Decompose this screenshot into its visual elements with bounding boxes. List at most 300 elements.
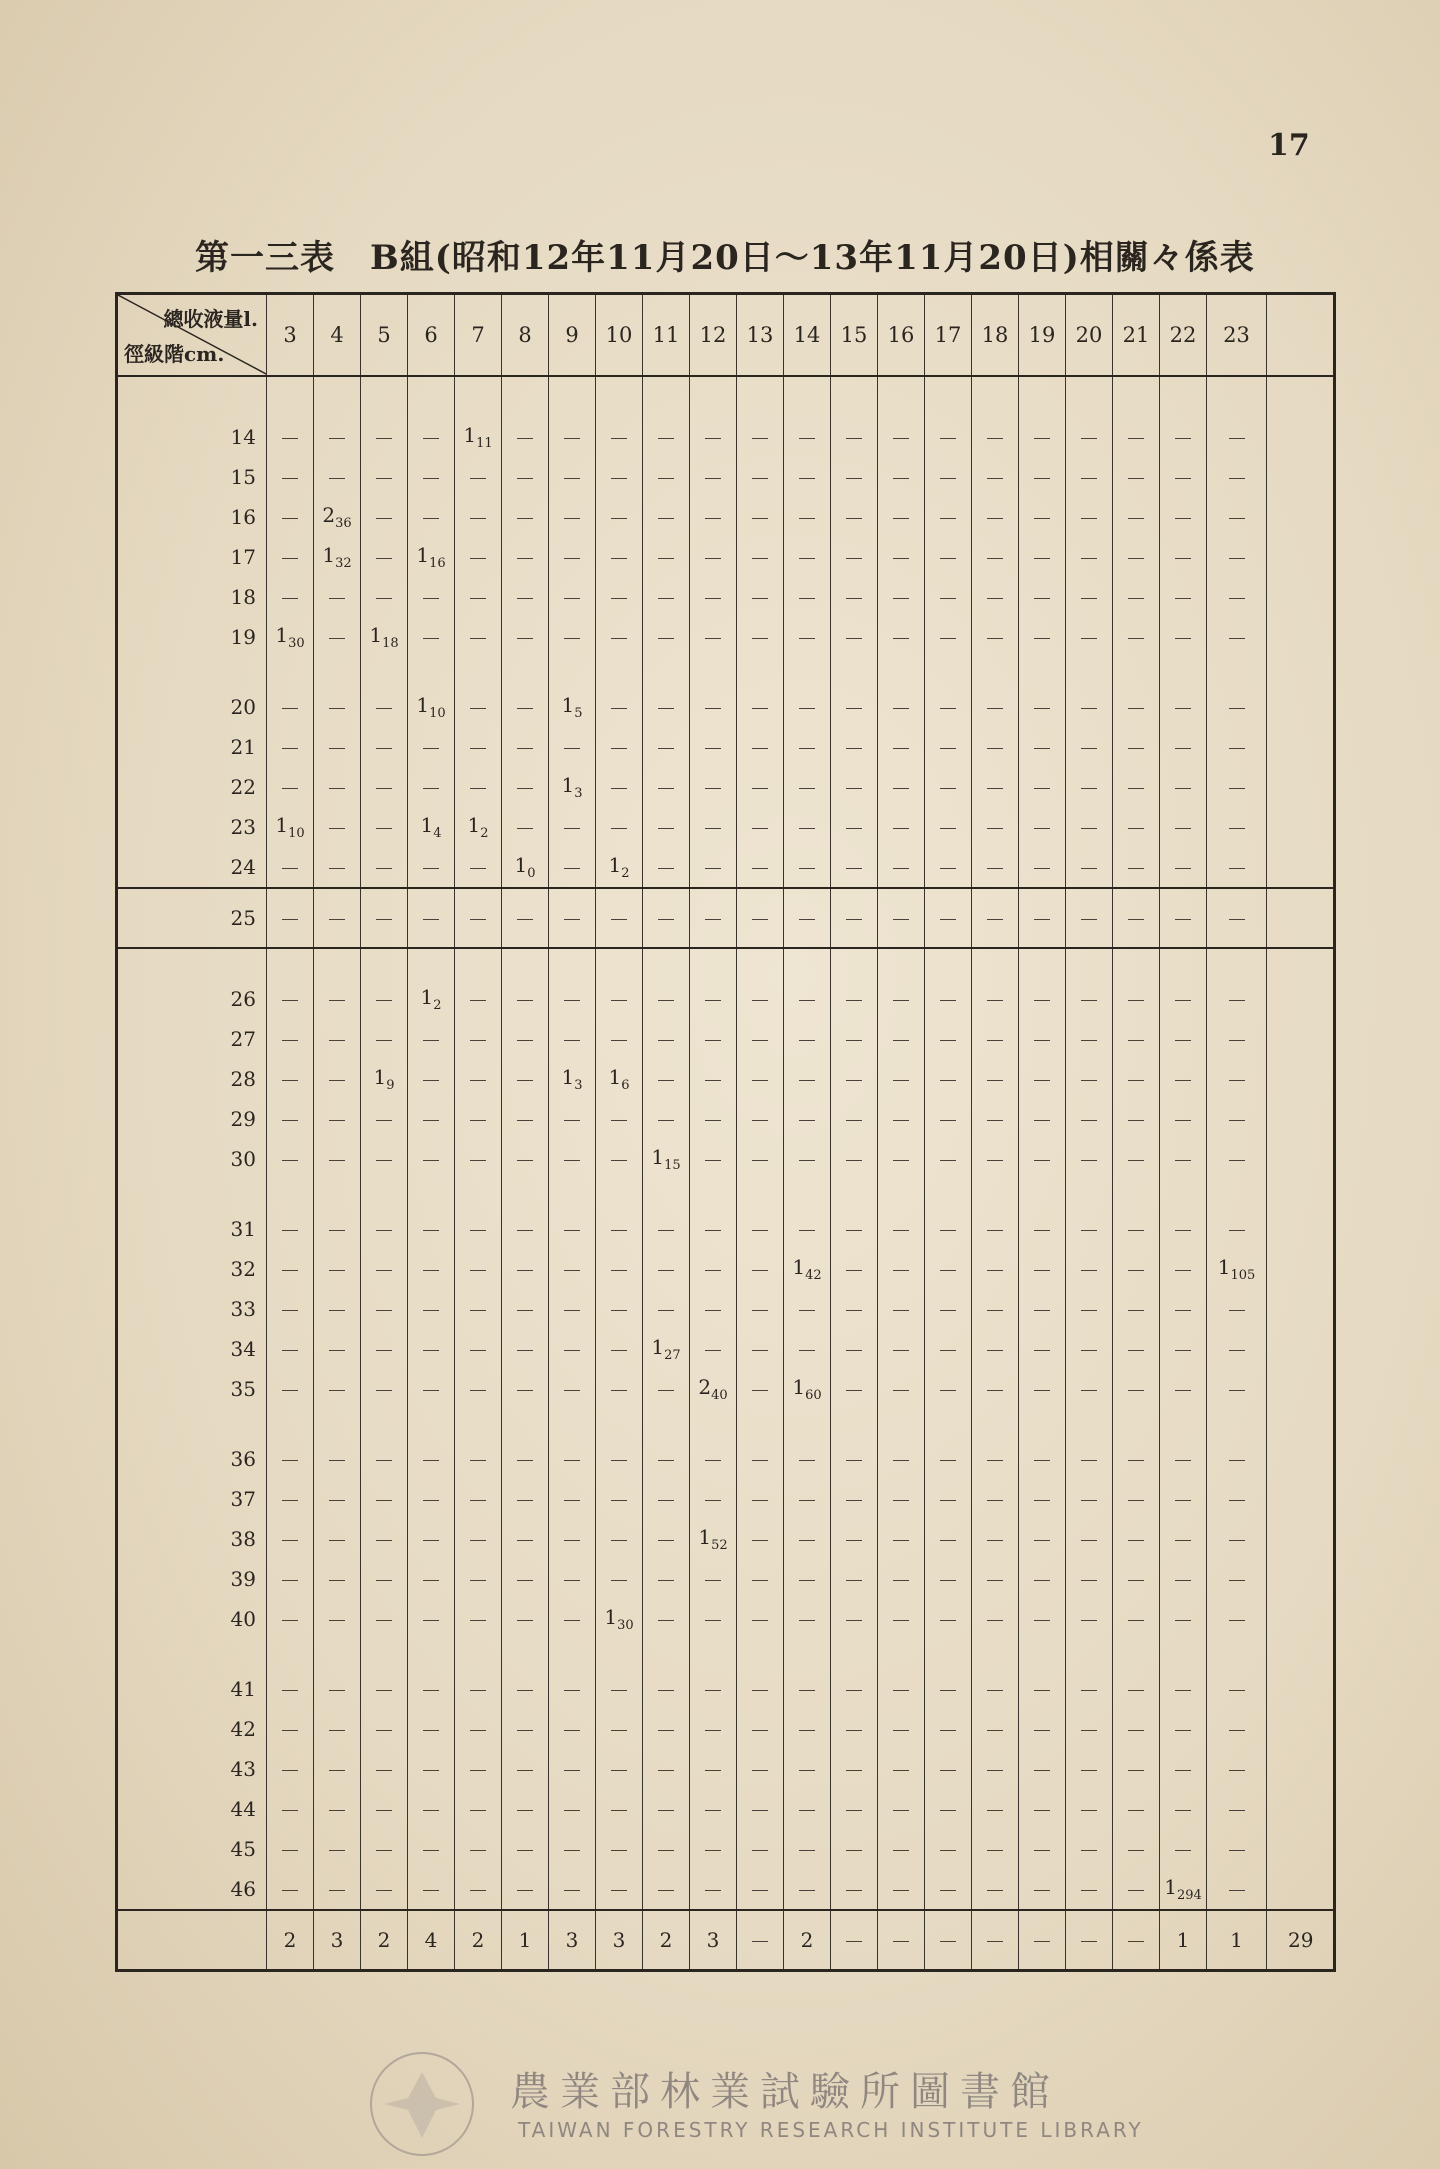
table-cell <box>1207 497 1267 537</box>
empty-dash <box>940 1310 956 1311</box>
empty-dash <box>1229 1390 1245 1391</box>
table-cell <box>1113 1599 1160 1639</box>
empty-dash <box>799 1000 815 1001</box>
empty-dash <box>799 788 815 789</box>
table-cell <box>314 1019 361 1059</box>
empty-dash <box>846 1500 862 1501</box>
table-cell <box>1066 727 1113 767</box>
table-cell <box>1160 767 1207 807</box>
empty-dash <box>705 1850 721 1851</box>
empty-dash <box>893 1580 909 1581</box>
table-cell <box>1019 1829 1066 1869</box>
table-cell <box>1113 1669 1160 1709</box>
empty-dash <box>799 1770 815 1771</box>
blank-cell <box>1267 1559 1335 1599</box>
table-cell <box>408 1749 455 1789</box>
table-cell <box>408 1829 455 1869</box>
empty-dash <box>376 788 392 789</box>
table-cell <box>784 417 831 457</box>
empty-dash <box>376 518 392 519</box>
blank-cell <box>1267 1749 1335 1789</box>
table-cell <box>455 1099 502 1139</box>
empty-dash <box>1128 638 1144 639</box>
table-row <box>117 1249 1335 1289</box>
table-cell <box>1019 1559 1066 1599</box>
empty-dash <box>564 1620 580 1621</box>
table-cell <box>784 577 831 617</box>
table-cell <box>690 1829 737 1869</box>
empty-dash <box>940 558 956 559</box>
row-label: 45 <box>230 1837 256 1861</box>
empty-dash <box>752 1890 768 1891</box>
empty-dash <box>752 1580 768 1581</box>
empty-dash <box>564 1120 580 1121</box>
blank-cell <box>1267 1709 1335 1749</box>
table-cell <box>502 497 549 537</box>
empty-dash <box>376 438 392 439</box>
table-cell <box>737 847 784 888</box>
blank-cell <box>1267 1409 1335 1439</box>
table-cell <box>596 497 643 537</box>
table-cell <box>925 1209 972 1249</box>
table-cell <box>784 1599 831 1639</box>
table-cell <box>690 1289 737 1329</box>
table-cell <box>1019 807 1066 847</box>
empty-dash <box>846 1730 862 1731</box>
table-cell <box>878 1099 925 1139</box>
empty-dash <box>564 478 580 479</box>
empty-dash <box>1081 1941 1097 1942</box>
empty-dash <box>658 1230 674 1231</box>
empty-dash <box>987 1690 1003 1691</box>
empty-dash <box>329 1310 345 1311</box>
empty-dash <box>1034 1941 1050 1942</box>
table-cell <box>1066 807 1113 847</box>
empty-dash <box>1128 478 1144 479</box>
table-cell <box>643 1709 690 1749</box>
empty-dash <box>423 1350 439 1351</box>
empty-dash <box>329 868 345 869</box>
table-cell <box>455 1329 502 1369</box>
table-cell <box>878 687 925 727</box>
empty-dash <box>470 748 486 749</box>
empty-dash <box>1081 708 1097 709</box>
total-liquid-label: 總收液量l. <box>163 307 258 331</box>
empty-dash <box>1081 1500 1097 1501</box>
empty-dash <box>282 1690 298 1691</box>
table-cell <box>737 1869 784 1910</box>
table-cell <box>267 577 314 617</box>
empty-dash <box>987 1810 1003 1811</box>
table-cell <box>737 1099 784 1139</box>
table-cell <box>878 1289 925 1329</box>
table-cell <box>643 457 690 497</box>
empty-dash <box>517 518 533 519</box>
empty-dash <box>1175 868 1191 869</box>
empty-dash <box>1229 1460 1245 1461</box>
table-cell <box>455 457 502 497</box>
totals-row <box>117 1910 1335 1971</box>
empty-dash <box>1081 828 1097 829</box>
blank-cell <box>1267 979 1335 1019</box>
blank-cell <box>1267 807 1335 847</box>
table-cell <box>1019 1599 1066 1639</box>
table-cell <box>831 1059 878 1099</box>
table-cell <box>314 888 361 948</box>
empty-dash <box>846 1080 862 1081</box>
cell-subscript: 294 <box>1176 1888 1202 1903</box>
empty-dash <box>282 598 298 599</box>
empty-dash <box>658 1540 674 1541</box>
empty-dash <box>705 638 721 639</box>
table-cell <box>831 807 878 847</box>
empty-dash <box>1081 558 1097 559</box>
table-cell <box>784 1289 831 1329</box>
empty-dash <box>846 1120 862 1121</box>
empty-dash <box>423 748 439 749</box>
empty-dash <box>893 1690 909 1691</box>
table-cell <box>831 617 878 657</box>
empty-dash <box>282 1890 298 1891</box>
blank-cell <box>1267 727 1335 767</box>
table-cell <box>972 1599 1019 1639</box>
table-cell <box>972 727 1019 767</box>
empty-dash <box>1175 1540 1191 1541</box>
table-cell <box>596 457 643 497</box>
table-cell <box>643 888 690 948</box>
table-cell <box>1160 537 1207 577</box>
table-cell <box>502 1369 549 1409</box>
column-header: 17 <box>925 294 972 377</box>
empty-dash <box>1229 518 1245 519</box>
empty-dash <box>1175 1310 1191 1311</box>
table-cell <box>1019 1209 1066 1249</box>
cell-count: 1 <box>792 1255 806 1279</box>
empty-dash <box>705 1040 721 1041</box>
table-cell <box>596 1059 643 1099</box>
table-cell <box>1113 417 1160 457</box>
column-header: 20 <box>1066 294 1113 377</box>
table-cell <box>267 417 314 457</box>
empty-dash <box>564 1160 580 1161</box>
table-cell <box>314 1099 361 1139</box>
table-cell <box>784 1369 831 1409</box>
row-label: 19 <box>230 625 256 649</box>
table-cell <box>1066 1639 1113 1669</box>
table-cell <box>502 1599 549 1639</box>
empty-dash <box>940 1620 956 1621</box>
table-cell <box>408 687 455 727</box>
table-cell <box>267 1059 314 1099</box>
table-cell <box>1207 417 1267 457</box>
empty-dash <box>940 788 956 789</box>
row-label <box>117 1409 267 1439</box>
empty-dash <box>517 1460 533 1461</box>
table-cell <box>784 457 831 497</box>
table-cell <box>690 807 737 847</box>
column-header <box>1267 294 1335 377</box>
empty-dash <box>1128 1270 1144 1271</box>
empty-dash <box>893 1941 909 1942</box>
table-cell <box>502 687 549 727</box>
empty-dash <box>423 1890 439 1891</box>
table-cell <box>737 1209 784 1249</box>
table-cell <box>408 1099 455 1139</box>
empty-dash <box>893 438 909 439</box>
empty-dash <box>846 1460 862 1461</box>
empty-dash <box>705 1230 721 1231</box>
empty-dash <box>282 1460 298 1461</box>
table-cell <box>267 1369 314 1409</box>
table-cell <box>878 1559 925 1599</box>
empty-dash <box>1175 1460 1191 1461</box>
table-cell <box>925 1789 972 1829</box>
row-label: 26 <box>230 987 256 1011</box>
empty-dash <box>846 1350 862 1351</box>
table-cell <box>925 1479 972 1519</box>
table-cell <box>1066 1019 1113 1059</box>
table-cell <box>972 1519 1019 1559</box>
table-cell <box>831 1249 878 1289</box>
table-cell <box>925 497 972 537</box>
table-row <box>117 1479 1335 1519</box>
table-cell <box>596 1099 643 1139</box>
empty-dash <box>423 1770 439 1771</box>
empty-dash <box>1081 478 1097 479</box>
table-cell <box>737 687 784 727</box>
table-cell <box>361 657 408 687</box>
empty-dash <box>658 1000 674 1001</box>
empty-dash <box>423 638 439 639</box>
empty-dash <box>376 1890 392 1891</box>
empty-dash <box>470 788 486 789</box>
empty-dash <box>329 1730 345 1731</box>
table-cell <box>361 888 408 948</box>
table-cell <box>314 617 361 657</box>
empty-dash <box>799 1730 815 1731</box>
table-cell <box>455 537 502 577</box>
table-cell <box>1207 457 1267 497</box>
empty-dash <box>1128 1941 1144 1942</box>
column-header: 11 <box>643 294 690 377</box>
table-cell <box>1160 1139 1207 1179</box>
row-label: 34 <box>230 1337 256 1361</box>
empty-dash <box>611 558 627 559</box>
table-cell <box>1160 687 1207 727</box>
empty-dash <box>752 1160 768 1161</box>
empty-dash <box>987 1230 1003 1231</box>
table-cell <box>1066 687 1113 727</box>
cell-subscript: 5 <box>574 706 583 721</box>
table-cell <box>549 847 596 888</box>
empty-dash <box>893 598 909 599</box>
table-row <box>117 767 1335 807</box>
table-cell <box>643 1099 690 1139</box>
empty-dash <box>705 438 721 439</box>
table-cell <box>549 1709 596 1749</box>
column-header: 22 <box>1160 294 1207 377</box>
table-cell <box>596 376 643 417</box>
empty-dash <box>987 1080 1003 1081</box>
table-cell <box>1019 1369 1066 1409</box>
empty-dash <box>987 1270 1003 1271</box>
table-cell <box>878 727 925 767</box>
table-cell <box>314 727 361 767</box>
table-cell <box>502 1789 549 1829</box>
table-row <box>117 979 1335 1019</box>
blank-cell <box>1267 577 1335 617</box>
empty-dash <box>1034 708 1050 709</box>
blank-cell <box>1267 537 1335 577</box>
empty-dash <box>376 868 392 869</box>
table-cell <box>690 577 737 617</box>
empty-dash <box>987 1730 1003 1731</box>
table-cell <box>1019 537 1066 577</box>
empty-dash <box>376 919 392 920</box>
table-cell <box>1207 847 1267 888</box>
empty-dash <box>517 1810 533 1811</box>
empty-dash <box>705 919 721 920</box>
table-cell <box>455 1369 502 1409</box>
cell-count: 2 <box>698 1375 712 1399</box>
table-cell <box>784 1639 831 1669</box>
empty-dash <box>658 1500 674 1501</box>
cell-subscript: 9 <box>386 1078 395 1093</box>
table-cell <box>1207 1209 1267 1249</box>
table-cell <box>267 1289 314 1329</box>
table-cell <box>314 417 361 457</box>
table-cell <box>831 1599 878 1639</box>
table-cell <box>1207 979 1267 1019</box>
table-cell <box>643 1519 690 1559</box>
blank-cell <box>1267 767 1335 807</box>
empty-dash <box>940 1890 956 1891</box>
column-header: 19 <box>1019 294 1066 377</box>
table-cell <box>455 1709 502 1749</box>
empty-dash <box>705 558 721 559</box>
row-label: 42 <box>230 1717 256 1741</box>
table-cell <box>643 1439 690 1479</box>
table-cell <box>596 1289 643 1329</box>
table-cell <box>361 1789 408 1829</box>
table-row <box>117 807 1335 847</box>
table-cell <box>1019 1249 1066 1289</box>
table-cell <box>972 807 1019 847</box>
empty-dash <box>470 1770 486 1771</box>
empty-dash <box>893 1500 909 1501</box>
table-cell <box>1066 1829 1113 1869</box>
empty-dash <box>987 1460 1003 1461</box>
empty-dash <box>752 1310 768 1311</box>
table-cell <box>1019 1019 1066 1059</box>
empty-dash <box>658 1810 674 1811</box>
empty-dash <box>1229 438 1245 439</box>
empty-dash <box>799 1690 815 1691</box>
table-cell <box>643 1179 690 1209</box>
empty-dash <box>752 598 768 599</box>
empty-dash <box>564 1580 580 1581</box>
table-cell <box>1066 1709 1113 1749</box>
table-row <box>117 1749 1335 1789</box>
empty-dash <box>1229 598 1245 599</box>
table-cell <box>1066 1179 1113 1209</box>
table-cell <box>878 948 925 979</box>
table-cell <box>502 1669 549 1709</box>
table-cell <box>549 888 596 948</box>
empty-dash <box>987 919 1003 920</box>
empty-dash <box>423 1500 439 1501</box>
empty-dash <box>282 1040 298 1041</box>
table-cell <box>1066 376 1113 417</box>
table-cell <box>502 1329 549 1369</box>
table-cell <box>925 1639 972 1669</box>
empty-dash <box>799 868 815 869</box>
watermark-english: TAIWAN FORESTRY RESEARCH INSTITUTE LIBRARY <box>518 2118 1144 2142</box>
table-cell <box>831 1559 878 1599</box>
empty-dash <box>282 478 298 479</box>
table-cell <box>1113 1409 1160 1439</box>
table-cell <box>549 1409 596 1439</box>
empty-dash <box>282 919 298 920</box>
empty-dash <box>705 1270 721 1271</box>
empty-dash <box>846 1941 862 1942</box>
empty-dash <box>752 1230 768 1231</box>
empty-dash <box>517 1850 533 1851</box>
empty-dash <box>564 1310 580 1311</box>
table-cell <box>361 1559 408 1599</box>
empty-dash <box>893 638 909 639</box>
empty-dash <box>1229 788 1245 789</box>
empty-dash <box>517 788 533 789</box>
empty-dash <box>1229 748 1245 749</box>
empty-dash <box>658 1080 674 1081</box>
table-cell <box>455 1139 502 1179</box>
table-cell <box>1113 1869 1160 1910</box>
table-cell <box>831 1869 878 1910</box>
table-cell <box>361 1139 408 1179</box>
empty-dash <box>1034 1120 1050 1121</box>
table-cell <box>972 847 1019 888</box>
table-cell <box>549 1099 596 1139</box>
table-cell <box>549 417 596 457</box>
empty-dash <box>329 598 345 599</box>
table-cell <box>361 1829 408 1869</box>
empty-dash <box>470 598 486 599</box>
table-cell <box>502 767 549 807</box>
empty-dash <box>1229 478 1245 479</box>
table-row <box>117 1369 1335 1409</box>
empty-dash <box>752 708 768 709</box>
empty-dash <box>846 518 862 519</box>
empty-dash <box>611 1460 627 1461</box>
empty-dash <box>517 1770 533 1771</box>
empty-dash <box>423 1080 439 1081</box>
table-cell <box>1160 1249 1207 1289</box>
table-cell <box>408 1639 455 1669</box>
cell-subscript: 42 <box>805 1268 822 1283</box>
table-cell <box>361 807 408 847</box>
table-cell <box>972 617 1019 657</box>
table-cell <box>361 1369 408 1409</box>
row-label: 37 <box>230 1487 256 1511</box>
empty-dash <box>1229 1160 1245 1161</box>
column-total: 1 <box>502 1910 549 1971</box>
cell-subscript: 4 <box>433 826 442 841</box>
table-cell <box>408 1669 455 1709</box>
table-cell <box>1207 1789 1267 1829</box>
empty-dash <box>987 1941 1003 1942</box>
blank-cell <box>1267 1599 1335 1639</box>
